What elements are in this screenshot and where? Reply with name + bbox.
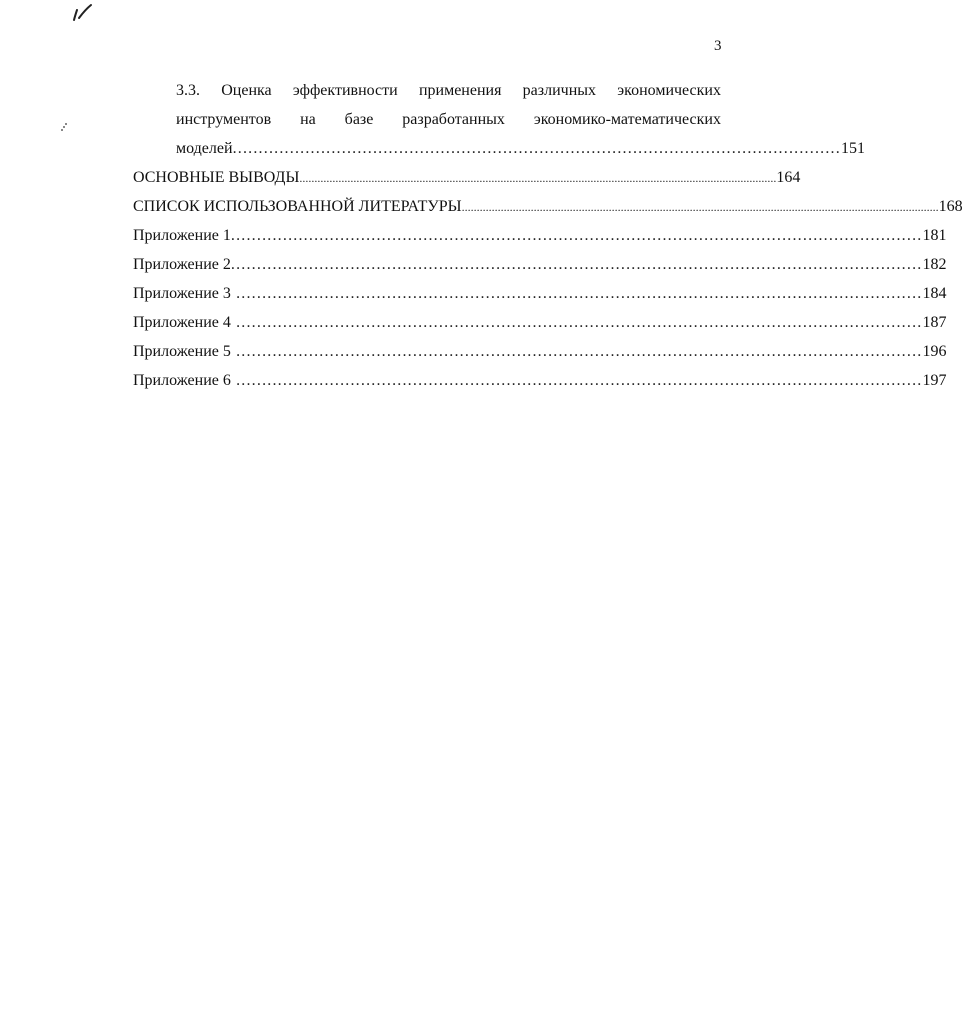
handwritten-check-mark [70, 2, 94, 24]
toc-entry-title: ОСНОВНЫЕ ВЫВОДЫ [133, 169, 300, 186]
toc-entry-appendix-4[interactable] [133, 312, 947, 334]
toc-word: применения [418, 82, 502, 99]
toc-entry-page: 187 [922, 314, 947, 331]
toc-entry-title: моделей [176, 140, 233, 157]
toc-word: инструментов [176, 111, 272, 128]
toc-entry-appendix-6[interactable] [133, 370, 947, 392]
toc-word: на [300, 111, 316, 128]
toc-entry-appendix-1[interactable] [133, 225, 947, 247]
toc-word: базе [344, 111, 374, 128]
toc-word: различных [522, 82, 596, 99]
toc-entry-title: Приложение 3 [133, 285, 231, 302]
toc-entry-title: Приложение 1 [133, 227, 231, 244]
toc-section-3-3-line-3[interactable] [176, 138, 865, 160]
toc-word: разработанных [402, 111, 505, 128]
toc-entry-page: 197 [922, 372, 947, 389]
toc-entry-page: 182 [922, 256, 947, 273]
leader-dots: ............................................................................................................................................................... [461, 200, 939, 214]
scan-speck [60, 122, 68, 132]
toc-entry-appendix-2[interactable] [133, 254, 947, 276]
toc-entry-page: 181 [922, 227, 947, 244]
leader-dots: .................................................................................................................................... [230, 285, 923, 302]
page-number: 3 [714, 38, 722, 54]
toc-word: экономических [617, 82, 721, 99]
toc-word: эффективности [292, 82, 398, 99]
toc-section-3-3-line-1[interactable] [176, 80, 721, 102]
toc-entry-page: 164 [776, 169, 801, 186]
leader-dots: ..................................................................................................................... [232, 140, 841, 157]
leader-dots: .................................................................................................................................... [230, 372, 923, 389]
toc-entry-page: 196 [922, 343, 947, 360]
leader-dots: .................................................................................................................................... [230, 314, 923, 331]
toc-entry-appendix-3[interactable] [133, 283, 947, 305]
toc-entry-title: СПИСОК ИСПОЛЬЗОВАННОЙ ЛИТЕРАТУРЫ [133, 198, 462, 215]
toc-section-3-3-line-2[interactable] [176, 109, 721, 131]
toc-entry-page: 168 [938, 198, 963, 215]
toc-entry-page: 184 [922, 285, 947, 302]
toc-entry-title: Приложение 5 [133, 343, 231, 360]
leader-dots: ..................................................................................................................................... [230, 256, 923, 273]
toc-entry-title: Приложение 2 [133, 256, 231, 273]
leader-dots: .................................................................................................................................... [230, 343, 923, 360]
leader-dots: ..................................................................................................................................... [230, 227, 923, 244]
toc-entry-title: Приложение 6 [133, 372, 231, 389]
toc-entry-conclusions[interactable] [133, 167, 801, 189]
toc-entry-page: 151 [840, 140, 865, 157]
toc-word: Оценка [221, 82, 272, 99]
toc-word: 3.3. [176, 82, 200, 99]
toc-word: экономико-математических [533, 111, 721, 128]
toc-entry-appendix-5[interactable] [133, 341, 947, 363]
toc-entry-references[interactable] [133, 196, 963, 218]
leader-dots: ............................................................................................................................................................... [299, 171, 777, 185]
toc-entry-title: Приложение 4 [133, 314, 231, 331]
